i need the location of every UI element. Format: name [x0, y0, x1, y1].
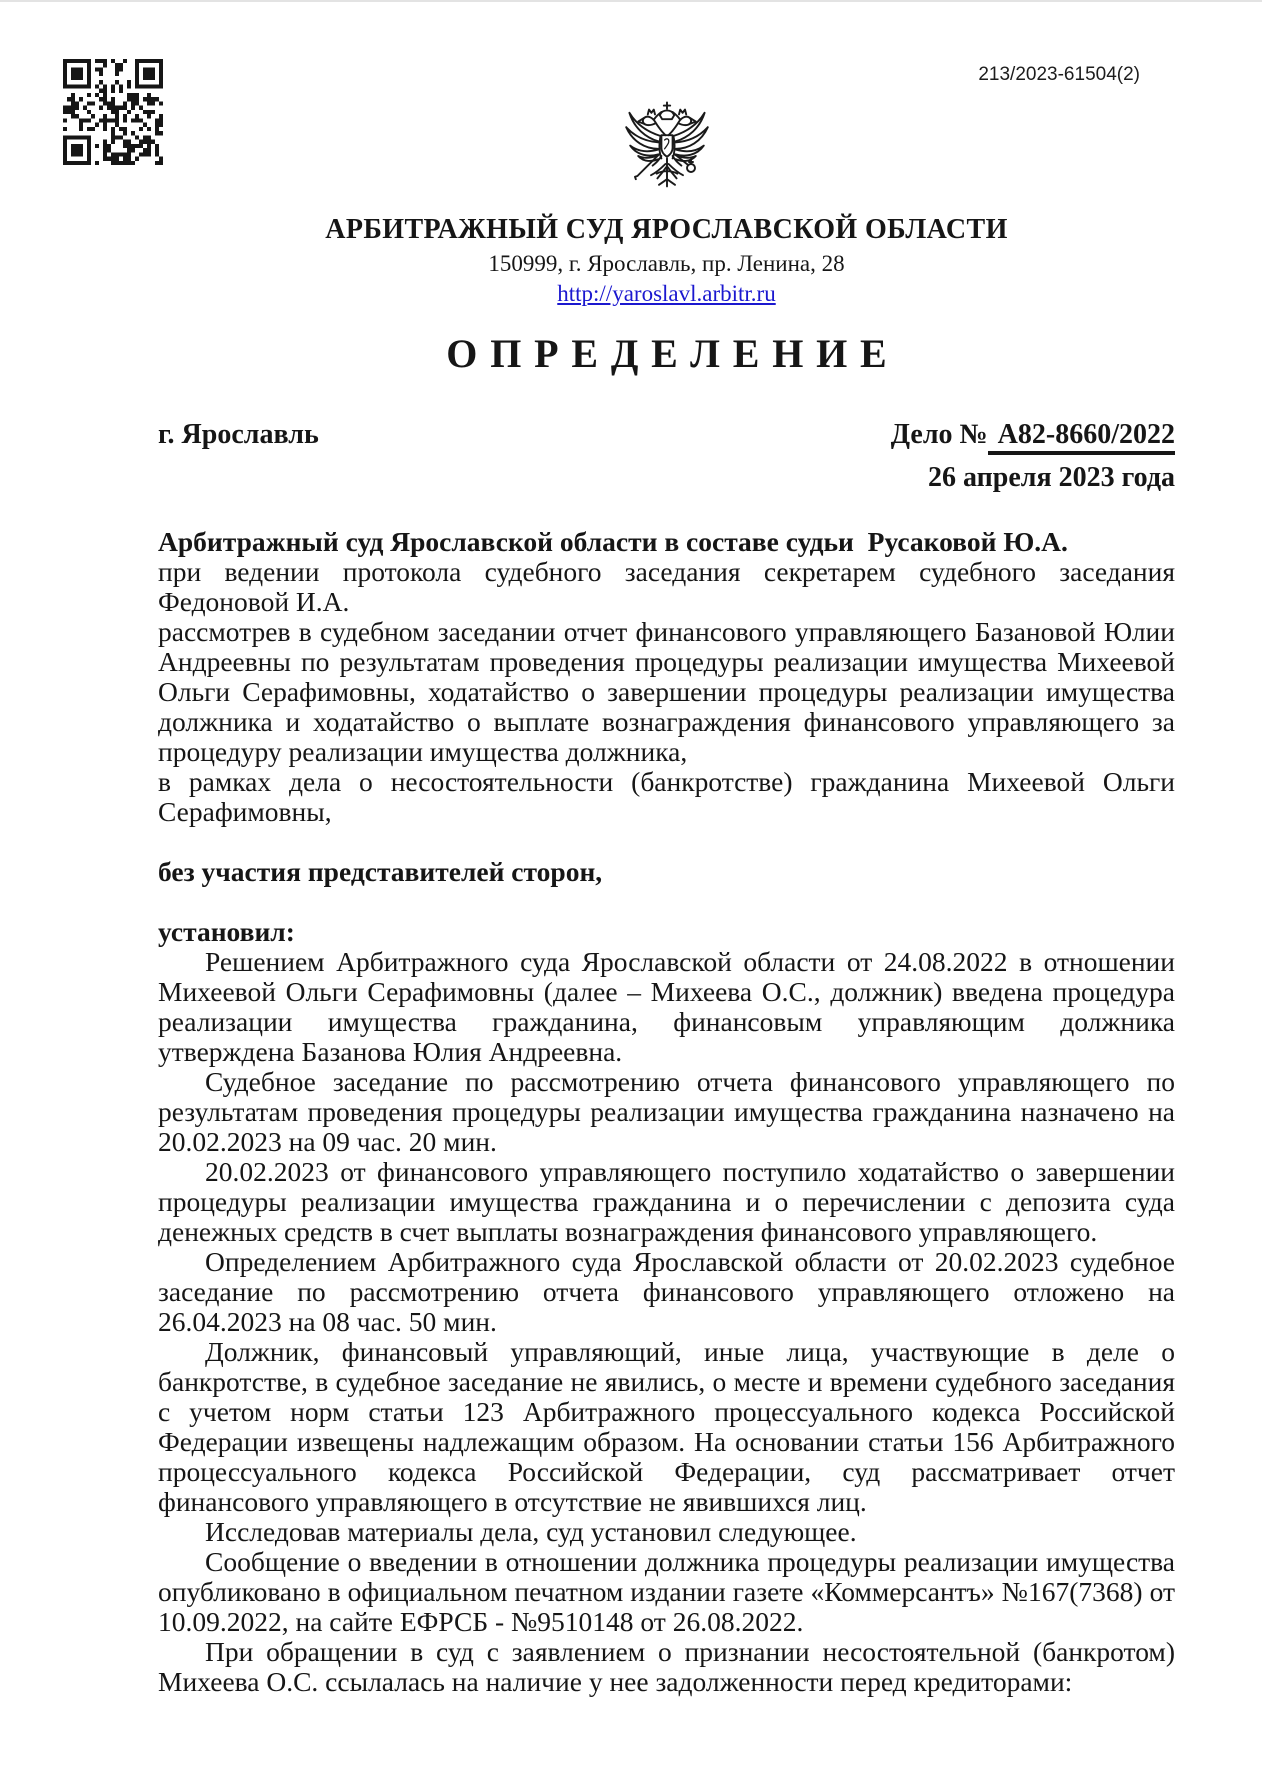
paragraph: рассмотрев в судебном заседании отчет финансового управляющего Базановой Юлии Андреевны по результатам проведения процедуры реализации имущества Михеевой Ольги Серафимовны, ходатайство о завершении процедуры реализации имущества должника и ходатайство о выплате вознаграждения финансового управляющего за процедуру реализации имущества должника, — [158, 616, 1175, 767]
paragraph: Должник, финансовый управляющий, иные лица, участвующие в деле о банкротстве, в судебное заседание не явились, о месте и времени судебного заседания с учетом норм статьи 123 Арбитражного процессуального кодекса Российской Федерации извещены надлежащим образом. На основании статьи 156 Арбитражного процессуального кодекса Российской Федерации, суд рассматривает отчет финансового управляющего в отсутствие не явившихся лиц. — [158, 1336, 1175, 1517]
paragraph: установил: — [158, 916, 295, 947]
city-label: г. Ярославль — [158, 419, 319, 450]
coat-of-arms-icon — [619, 100, 715, 208]
paragraph: При обращении в суд с заявлением о признании несостоятельной (банкротом) Михеева О.С. ссылалась на наличие у нее задолженности перед кредиторами: — [158, 1636, 1175, 1697]
court-website-row — [158, 280, 1175, 308]
court-website-link[interactable]: http://yaroslavl.arbitr.ru — [557, 281, 776, 306]
paragraph: Сообщение о введении в отношении должника процедуры реализации имущества опубликовано в официальном печатном издании газете «Коммерсантъ» №167(7368) от 10.09.2022, на сайте ЕФРСБ - №9510148 от 26.08.2022. — [158, 1546, 1175, 1637]
court-name: АРБИТРАЖНЫЙ СУД ЯРОСЛАВСКОЙ ОБЛАСТИ — [325, 214, 1008, 245]
decision-date: 26 апреля 2023 года — [928, 462, 1175, 493]
paragraph: Исследовав материалы дела, суд установил следующее. — [205, 1516, 857, 1547]
case-info-row — [158, 420, 1175, 455]
paragraph: Определением Арбитражного суда Ярославской области от 20.02.2023 судебное заседание по рассмотрению отчета финансового управляющего отложено на 26.04.2023 на 08 час. 50 мин. — [158, 1246, 1175, 1337]
court-address: 150999, г. Ярославль, пр. Ленина, 28 — [488, 251, 845, 276]
case-number-group — [891, 420, 1175, 455]
document-registration-number: 213/2023-61504(2) — [978, 64, 1140, 85]
paragraph: без участия представителей сторон, — [158, 856, 603, 887]
paragraph: 20.02.2023 от финансового управляющего поступило ходатайство о завершении процедуры реализации имущества гражданина и о перечислении с депозита суда денежных средств в счет выплаты вознаграждения финансового управляющего. — [158, 1156, 1175, 1247]
qr-code — [63, 59, 163, 165]
case-number-label: Дело № — [890, 419, 988, 450]
document-title: ОПРЕДЕЛЕНИЕ — [446, 331, 900, 376]
document-body — [158, 527, 1175, 1697]
paragraph: Судебное заседание по рассмотрению отчета финансового управляющего по результатам проведения процедуры реализации имущества гражданина назначено на 20.02.2023 на 09 час. 20 мин. — [158, 1066, 1175, 1157]
paragraph: в рамках дела о несостоятельности (банкротстве) гражданина Михеевой Ольги Серафимовны, — [158, 766, 1175, 827]
paragraph: Арбитражный суд Ярославской области в составе судьи Русаковой Ю.А. — [158, 526, 1068, 557]
document-content — [158, 2, 1175, 1697]
paragraph: при ведении протокола судебного заседания секретарем судебного заседания Федоновой И.А. — [158, 556, 1175, 617]
case-number: А82-8660/2022 — [988, 420, 1175, 455]
paragraph: Решением Арбитражного суда Ярославской области от 24.08.2022 в отношении Михеевой Ольги Серафимовны (далее – Михеева О.С., должник) введена процедура реализации имущества гражданина, финансовым управляющим должника утверждена Базанова Юлия Андреевна. — [158, 946, 1175, 1067]
